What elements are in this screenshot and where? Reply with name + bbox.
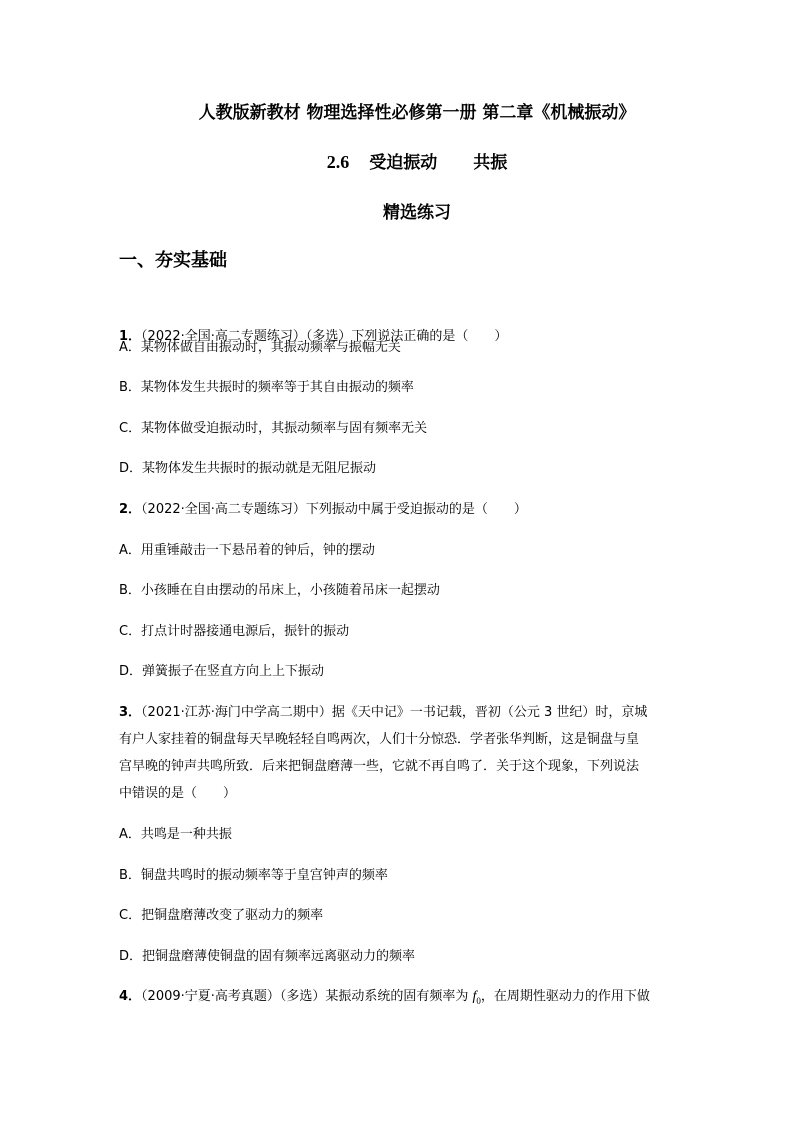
option-2d: D．弹簧振子在竖直方向上上下振动: [119, 664, 325, 679]
question-stem: （2022·全国·高二专题练习）下列振动中属于受迫振动的是（ ）: [141, 502, 527, 517]
option-2a: A．用重锤敲击一下悬吊着的钟后，钟的摆动: [119, 543, 375, 558]
question-stem-line-3: 宫早晚的钟声共鸣所致．后来把铜盘磨薄一些，它就不再自鸣了．关于这个现象，下列说法: [119, 759, 640, 774]
question-stem: （2022·全国·高二专题练习）（多选）下列说法正确的是（ ）: [141, 329, 508, 344]
option-3d: D．把铜盘磨薄使铜盘的固有频率远离驱动力的频率: [119, 949, 416, 964]
option-1c: C．某物体做受迫振动时，其振动频率与固有频率无关: [119, 421, 428, 436]
option-2c: C．打点计时器接通电源后，振针的振动: [119, 624, 350, 639]
option-3a: A．共鸣是一种共振: [119, 827, 232, 842]
question-stem-after: ，在周期性驱动力的作用下做: [480, 989, 650, 1004]
lesson-title: [20, 148, 794, 173]
option-1d: D．某物体发生共振时的振动就是无阻尼振动: [119, 461, 377, 476]
question-3: [119, 701, 647, 720]
question-2: [119, 498, 527, 517]
option-1b: B．某物体发生共振时的频率等于其自由振动的频率: [119, 380, 414, 395]
option-1a: A．某物体做自由振动时，其振动频率与振幅无关: [119, 340, 401, 355]
subtitle: 精选练习: [383, 203, 451, 223]
frequency-symbol: $f_0$: [472, 989, 481, 1006]
question-4: [119, 985, 650, 1006]
option-3c: C．把铜盘磨薄改变了驱动力的频率: [119, 908, 324, 923]
question-number: 3．: [119, 705, 142, 720]
question-number: 4．: [119, 989, 142, 1004]
lesson-number: 2.6: [326, 152, 350, 172]
lesson-topic-b: 共振: [473, 153, 508, 173]
question-stem-line-4: 中错误的是（ ）: [119, 786, 237, 801]
lesson-topic-a: 受迫振动: [369, 153, 438, 173]
question-number: 2．: [119, 502, 142, 517]
option-3b: B．铜盘共鸣时的振动频率等于皇宫钟声的频率: [119, 868, 388, 883]
question-stem-line-1: （2021·江苏·海门中学高二期中）据《天中记》一书记载，晋初（公元 3 世纪）时，京城: [141, 705, 648, 720]
document-title: 人教版新教材 物理选择性必修第一册 第二章《机械振动》: [198, 103, 636, 123]
option-2b: B．小孩睡在自由摆动的吊床上，小孩随着吊床一起摆动: [119, 583, 440, 598]
question-number: 1．: [119, 329, 142, 344]
question-stem-line-2: 有户人家挂着的铜盘每天早晚轻轻自鸣两次，人们十分惊恐．学者张华判断，这是铜盘与皇: [119, 732, 640, 747]
question-stem-before: （2009·宁夏·高考真题）（多选）某振动系统的固有频率为: [141, 989, 473, 1004]
section-heading: 一、夯实基础: [119, 250, 227, 271]
